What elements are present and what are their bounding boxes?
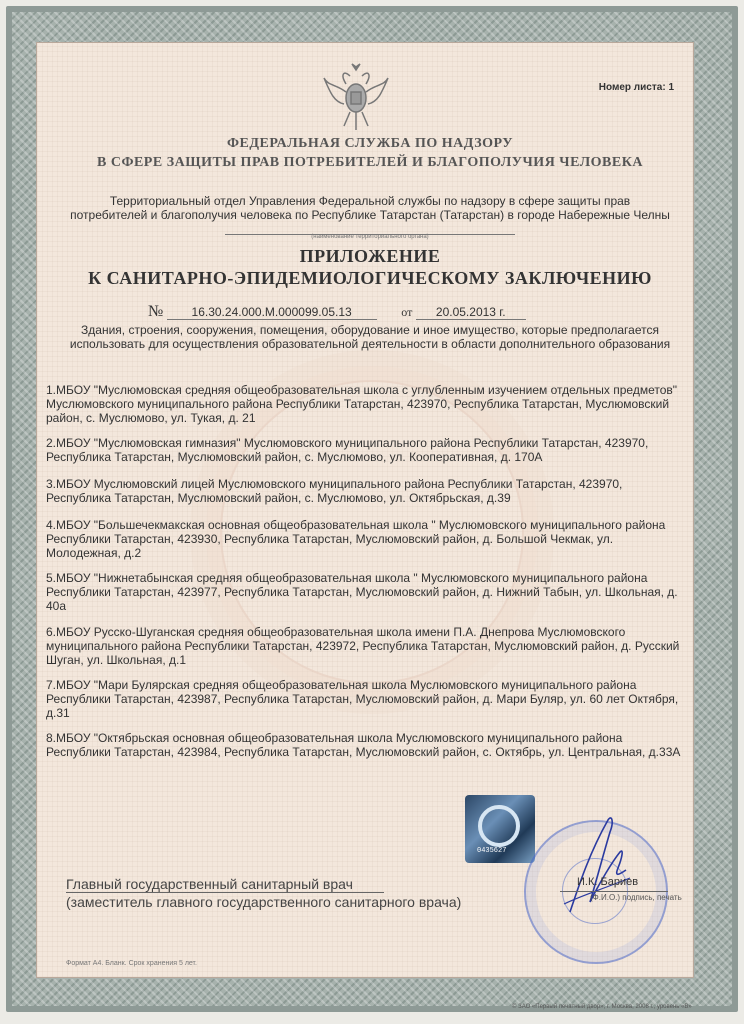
number-label: №	[148, 303, 164, 320]
document-number: 16.30.24.000.М.000099.05.13	[167, 305, 377, 320]
document-title: ПРИЛОЖЕНИЕ	[299, 246, 441, 266]
signer-underline	[560, 891, 668, 892]
printer-note: © ЗАО «Первый печатный двор», г. Москва, 2008 г., уровень «В»	[512, 1004, 692, 1010]
signer-caption: (Ф.И.О.) подпись, печать	[590, 893, 682, 902]
position-subtitle: (заместитель главного государственного санитарного врача)	[66, 894, 462, 910]
service-title-line1: ФЕДЕРАЛЬНАЯ СЛУЖБА ПО НАДЗОРУ	[226, 136, 513, 151]
department-name: Территориальный отдел Управления Федеральной службы по надзору в сфере защиты прав потребителей и благополучия человека по Республике Татарстан (Татарстан) в городе Набережные Челны	[70, 194, 670, 222]
list-item: 3.МБОУ Муслюмовский лицей Муслюмовского муниципального района Республики Татарстан, 423970, Республика Татарстан, Муслюмовский район, с. Муслюмово, ул. Октябрьская, д.39	[46, 477, 623, 505]
intro-text: Здания, строения, сооружения, помещения, оборудование и иное имущество, которые предполагается использовать для осуществления образовательной деятельности в области дополнительного образования	[69, 323, 671, 351]
list-item: 4.МБОУ "Большечекмакская основная общеобразовательная школа " Муслюмовского муниципального района Республики Татарстан, 423930, Республика Татарстан, Муслюмовский район, д. Большой Чекмак, ул. Молодежная, д.2	[46, 518, 666, 560]
hologram-sticker	[465, 795, 535, 863]
list-item: 2.МБОУ "Муслюмовская гимназия" Муслюмовского муниципального района Республики Татарстан, 423970, Республика Татарстан, Муслюмовский район, с. Муслюмово, ул. Кооперативная, д. 170А	[46, 436, 649, 464]
list-item: 6.МБОУ Русско-Шуганская средняя общеобразовательная школа имени П.А. Днепрова Муслюмовского муниципального района Республики Татарстан, 423972, Республика Татарстан, Муслюмовский район, д. Русский Шуган, ул. Школьная, д.1	[46, 625, 680, 667]
position-title: Главный государственный санитарный врач	[66, 876, 353, 892]
document-subtitle: К САНИТАРНО-ЭПИДЕМИОЛОГИЧЕСКОМУ ЗАКЛЮЧЕНИЮ	[88, 268, 652, 288]
service-title-line2: В СФЕРЕ ЗАЩИТЫ ПРАВ ПОТРЕБИТЕЛЕЙ И БЛАГОПОЛУЧИЯ ЧЕЛОВЕКА	[97, 155, 643, 170]
document-number-line	[148, 303, 526, 321]
department-caption: (наименование территориального органа)	[311, 234, 429, 240]
sheet-number: Номер листа: 1	[598, 82, 674, 93]
list-item: 5.МБОУ "Нижнетабынская средняя общеобразовательная школа " Муслюмовского муниципального района Республики Татарстан, 423977, Республика Татарстан, Муслюмовский район, д. Нижний Табын, ул. Школьная, д. 40а	[46, 571, 678, 613]
list-item: 1.МБОУ "Муслюмовская средняя общеобразовательная школа с углубленным изучением отдельных предметов" Муслюмовского муниципального района Республики Татарстан, 423970, Республика Татарстан, Муслюмовский район, с. Муслюмово, ул. Тукая, д. 21	[46, 383, 678, 425]
list-item: 7.МБОУ "Мари Булярская средняя общеобразовательная школа Муслюмовского муниципального района Республики Татарстан, 423987, Республика Татарстан, Муслюмовский район, д. Мари Буляр, ул. 60 лет Октября, д.31	[46, 678, 679, 720]
hologram-emblem-icon	[478, 805, 520, 847]
document-date: 20.05.2013 г.	[416, 305, 526, 320]
form-note: Формат А4. Бланк. Срок хранения 5 лет.	[66, 960, 197, 967]
coat-of-arms-icon	[322, 62, 390, 134]
signature-underline	[66, 892, 384, 893]
list-item: 8.МБОУ "Октябрьская основная общеобразовательная школа Муслюмовского муниципального района Республики Татарстан, 423984, Республика Татарстан, Муслюмовский район, с. Октябрь, ул. Центральная, д.33А	[46, 731, 681, 759]
signer-name: И.К. Бариев	[577, 876, 639, 888]
date-label: от	[401, 305, 413, 319]
handwritten-signature	[560, 812, 650, 922]
hologram-number: 0435627	[477, 847, 507, 855]
